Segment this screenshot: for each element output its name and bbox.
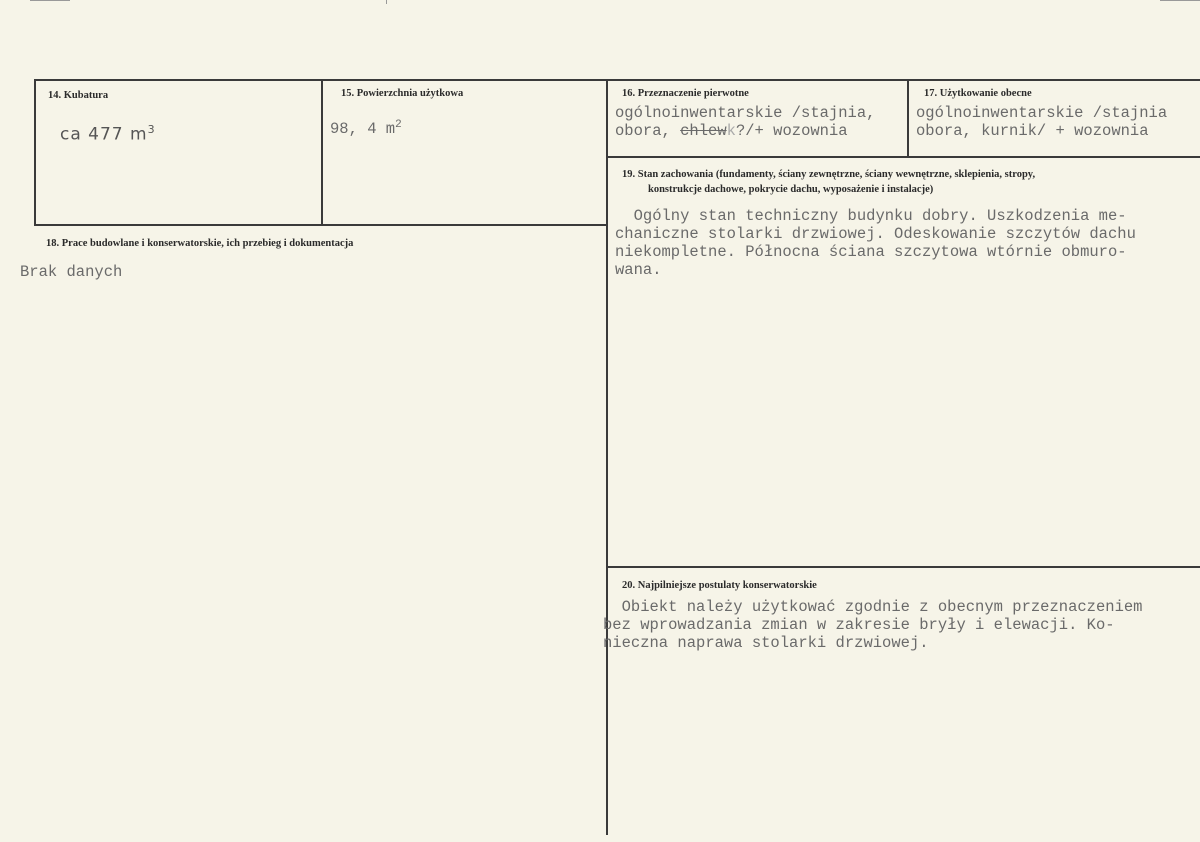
field-20-line-1: Obiekt należy użytkować zgodnie z obecnym przeznaczeniem	[603, 598, 1143, 616]
field-19-line-1: Ogólny stan techniczny budynku dobry. Uszkodzenia me-	[615, 207, 1127, 225]
field-16-label: 16. Przeznaczenie pierwotne	[622, 88, 749, 99]
field-14-value	[60, 123, 156, 145]
field-20-label: 20. Najpilniejsze postulaty konserwatorskie	[622, 580, 817, 591]
field-14-unit-exponent: 3	[147, 123, 156, 136]
field-16-line-2-start: obora,	[615, 122, 681, 140]
field-19-line-2: chaniczne stolarki drzwiowej. Odeskowanie szczytów dachu	[615, 225, 1136, 243]
field-15-label: 15. Powierzchnia użytkowa	[341, 88, 464, 99]
field-17-line-1: ogólnoinwentarskie /stajnia	[916, 104, 1168, 122]
main-vertical-divider	[606, 79, 608, 835]
field-17-line-2: obora, kurnik/ + wozownia	[916, 122, 1149, 140]
top-mark-left	[30, 0, 70, 1]
field-19-label-line-1: 19. Stan zachowania (fundamenty, ściany zewnętrzne, ściany wewnętrzne, sklepienia, stropy,	[622, 169, 1036, 180]
divider-14-15	[321, 79, 323, 226]
field-16-struck-word: chlew	[680, 122, 727, 140]
field-16-line-1: ogólnoinwentarskie /stajnia,	[615, 104, 876, 122]
top-mark-center	[386, 0, 387, 4]
field-20-line-2: bez wprowadzania zmian w zakresie bryły i elewacji. Ko-	[603, 616, 1115, 634]
field-17-label: 17. Użytkowanie obecne	[924, 88, 1032, 99]
field-16-faint-letter: k	[726, 122, 736, 140]
field-16-line-2	[615, 122, 848, 141]
field-18-label: 18. Prace budowlane i konserwatorskie, ich przebieg i dokumentacja	[46, 238, 354, 249]
divider-16-17	[907, 79, 909, 158]
field-19-line-3: niekompletne. Północna ściana szczytowa wtórnie obmuro-	[615, 243, 1127, 261]
top-mark-right	[1160, 0, 1200, 1]
field-16-line-2-end: ?/+ wozownia	[735, 122, 848, 140]
field-18-value: Brak danych	[20, 263, 123, 281]
field-20-line-3: nieczna naprawa stolarki drzwiowej.	[603, 634, 929, 652]
left-border-top	[34, 79, 36, 226]
field-14-label: 14. Kubatura	[48, 90, 109, 101]
top-rule	[34, 79, 1200, 81]
field-15-value	[330, 116, 402, 139]
field-19-label-line-2: konstrukcje dachowe, pokrycie dachu, wyposażenie i instalacje)	[648, 184, 934, 195]
field-15-value-text: 98, 4 m	[330, 120, 396, 139]
field-14-value-text: ca 477 m	[60, 124, 148, 145]
rule-above-20	[608, 566, 1200, 568]
field-19-line-4: wana.	[615, 261, 662, 279]
rule-below-16-17	[608, 156, 1200, 158]
field-15-unit-exponent: 2	[395, 119, 402, 131]
